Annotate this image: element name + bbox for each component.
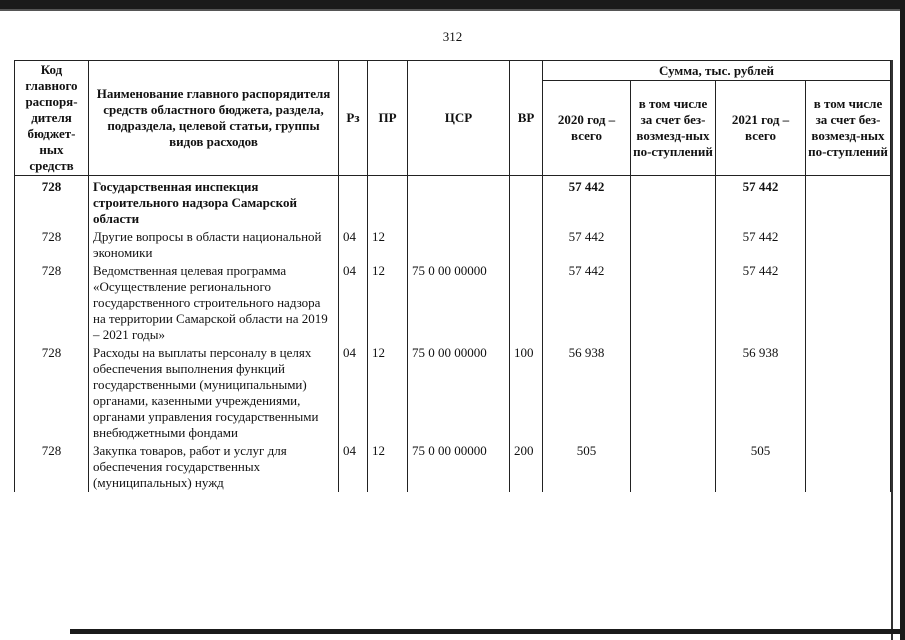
cell-2021-gratis [806,228,891,262]
cell-2021-gratis [806,262,891,344]
header-2021-total: 2021 год – всего [716,81,806,176]
cell-2020-gratis [631,344,716,442]
cell-2021-gratis [806,442,891,492]
cell-2020-gratis [631,262,716,344]
cell-2020-gratis [631,176,716,229]
cell-code: 728 [15,442,89,492]
header-2021-gratis: в том числе за счет без-возмезд-ных по-ступлений [806,81,891,176]
table-header [15,61,891,176]
cell-2020-total: 56 938 [543,344,631,442]
cell-csr: 75 0 00 00000 [408,442,510,492]
scan-right-border [900,0,905,640]
header-csr: ЦСР [408,61,510,176]
header-pr: ПР [368,61,408,176]
cell-csr [408,176,510,229]
cell-2020-total: 57 442 [543,262,631,344]
cell-rz: 04 [339,262,368,344]
cell-rz: 04 [339,344,368,442]
budget-table [14,60,891,492]
cell-pr [368,176,408,229]
cell-pr: 12 [368,262,408,344]
header-code: Код главного распоря-дителя бюджет-ных средств [15,61,89,176]
cell-code: 728 [15,262,89,344]
cell-rz [339,176,368,229]
table-body [15,176,891,493]
header-2020-total: 2020 год – всего [543,81,631,176]
scan-right-border-inner [891,60,893,640]
header-rz: Рз [339,61,368,176]
table-row [15,176,891,229]
cell-2020-total: 57 442 [543,176,631,229]
cell-vr [510,228,543,262]
page-number: 312 [442,29,463,44]
header-2020-gratis: в том числе за счет без-возмезд-ных по-ступлений [631,81,716,176]
cell-name: Закупка товаров, работ и услуг для обеспечения государственных (муниципальных) нужд [89,442,339,492]
table-row [15,228,891,262]
scan-top-border [0,0,905,9]
cell-rz: 04 [339,442,368,492]
scan-bottom-border [70,629,905,634]
cell-vr: 100 [510,344,543,442]
cell-csr: 75 0 00 00000 [408,262,510,344]
cell-name: Другие вопросы в области национальной экономики [89,228,339,262]
cell-csr: 75 0 00 00000 [408,344,510,442]
cell-2021-gratis [806,176,891,229]
cell-pr: 12 [368,344,408,442]
cell-2021-total: 57 442 [716,176,806,229]
cell-2020-total: 57 442 [543,228,631,262]
cell-vr [510,262,543,344]
cell-code: 728 [15,228,89,262]
cell-code: 728 [15,176,89,229]
cell-name: Расходы на выплаты персоналу в целях обеспечения выполнения функций государственными (муниципальными) органами, казенными учреждениями, органами управления государственными внебюджетными фондами [89,344,339,442]
cell-2020-gratis [631,442,716,492]
table-row [15,442,891,492]
cell-2020-total: 505 [543,442,631,492]
cell-2021-total: 505 [716,442,806,492]
header-sum-group: Сумма, тыс. рублей [543,61,891,81]
cell-2021-gratis [806,344,891,442]
cell-pr: 12 [368,228,408,262]
scan-top-border-thin [0,9,905,11]
cell-2021-total: 57 442 [716,262,806,344]
header-name: Наименование главного распорядителя средств областного бюджета, раздела, подраздела, целевой статьи, группы видов расходов [89,61,339,176]
cell-rz: 04 [339,228,368,262]
cell-pr: 12 [368,442,408,492]
cell-name: Государственная инспекция строительного надзора Самарской области [89,176,339,229]
table-row [15,262,891,344]
cell-csr [408,228,510,262]
cell-vr: 200 [510,442,543,492]
table-row [15,344,891,442]
cell-2021-total: 56 938 [716,344,806,442]
cell-code: 728 [15,344,89,442]
cell-2020-gratis [631,228,716,262]
cell-2021-total: 57 442 [716,228,806,262]
header-vr: ВР [510,61,543,176]
cell-name: Ведомственная целевая программа «Осуществление регионального государственного строительного надзора на территории Самарской области на 2019 – 2021 годы» [89,262,339,344]
cell-vr [510,176,543,229]
